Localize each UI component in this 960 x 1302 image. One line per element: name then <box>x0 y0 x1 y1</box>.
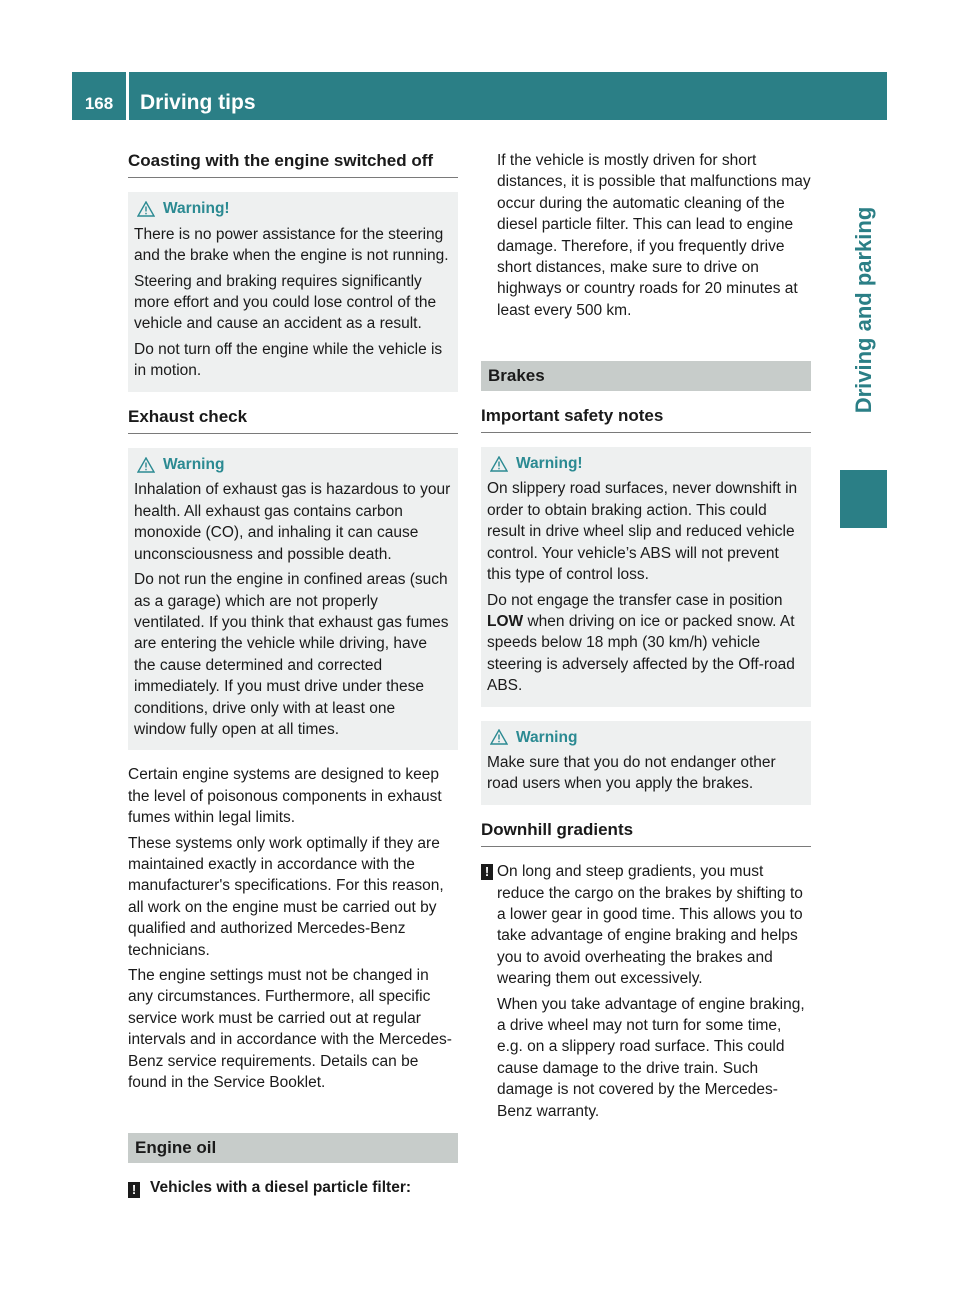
warning-text: Inhalation of exhaust gas is hazardous to your health. All exhaust gas contains carbon monoxide (CO), and inhaling it can cause unconsciousness and possible death. <box>134 481 451 563</box>
right-column <box>481 150 811 1126</box>
coasting-heading: Coasting with the engine switched off <box>128 150 458 178</box>
warning-text: On slippery road surfaces, never downshift in order to obtain braking action. This could result in drive wheel slip and reduced vehicle control. Your vehicle’s ABS will not prevent this type of control loss. <box>487 480 798 584</box>
warning-text: Do not engage the transfer case in position LOW when driving on ice or packed snow. At speeds below 18 mph (30 km/h) vehicle steering is adversely affected by the Off-road ABS. <box>487 591 795 695</box>
body-paragraph: Certain engine systems are designed to keep the level of poisonous components in exhaust fumes within legal limits. <box>128 766 442 827</box>
diesel-filter-note <box>128 1177 458 1198</box>
coasting-warning-box <box>128 192 458 391</box>
note-text: When you take advantage of engine braking, a drive wheel may not turn for some time, e.g. on a slippery road surface. This could cause damage to the drive train. Such damage is not covered by the Mercedes-Benz warranty. <box>497 995 805 1120</box>
diesel-filter-note-text: Vehicles with a diesel particle filter: <box>150 1178 412 1196</box>
exclamation-note-icon: ! <box>481 864 493 880</box>
apply-brakes-warning-box <box>481 721 811 805</box>
side-chapter-text: Driving and parking <box>850 206 876 414</box>
warning-triangle-icon <box>137 457 155 473</box>
warning-title: Warning <box>516 728 578 746</box>
note-text: On long and steep gradients, you must reduce the cargo on the brakes by shifting to a lower gear in good time. This allows you to take advantage of engine braking and helps you to avoid overheating the brakes and wearing them out excessively. <box>497 863 803 988</box>
warning-triangle-icon <box>490 729 508 745</box>
brakes-heading: Brakes <box>481 361 811 390</box>
warning-text: Do not run the engine in confined areas (such as a garage) which are not properly ventilated. If you think that exhaust gas fumes are entering the vehicle while driving, have the cause determined and corrected immediately. If you must drive under these conditions, drive only with at least one window fully open at all times. <box>134 571 449 738</box>
transfer-case-low: LOW <box>487 612 524 630</box>
engine-oil-heading: Engine oil <box>128 1133 458 1162</box>
page-header <box>72 72 887 120</box>
body-paragraph: These systems only work optimally if they are maintained exactly in accordance with the manufacturer's specifications. For this reason, all work on the engine must be carried out by qualified and authorized Mercedes-Benz technicians. <box>128 834 444 959</box>
brake-warning-box <box>481 447 811 706</box>
warning-triangle-icon <box>137 201 155 217</box>
warning-title: Warning <box>163 456 225 474</box>
downhill-heading: Downhill gradients <box>481 819 811 847</box>
chapter-title: Driving tips <box>140 91 256 114</box>
warning-text: Make sure that you do not endanger other road users when you apply the brakes. <box>487 753 776 793</box>
header-divider <box>126 72 129 120</box>
left-column <box>128 150 458 1198</box>
warning-title: Warning! <box>163 200 230 218</box>
warning-title: Warning! <box>516 455 583 473</box>
warning-text: Do not turn off the engine while the vehicle is in motion. <box>134 340 443 380</box>
exclamation-note-icon: ! <box>128 1182 140 1198</box>
safety-notes-heading: Important safety notes <box>481 405 811 433</box>
warning-text: There is no power assistance for the steering and the brake when the engine is not running. <box>134 225 449 265</box>
warning-triangle-icon <box>490 456 508 472</box>
body-paragraph: The engine settings must not be changed in any circumstances. Furthermore, all specific service work must be carried out at regular intervals and in accordance with the Mercedes-Benz service requirements. Details can be found in the Service Booklet. <box>128 967 452 1092</box>
downhill-note <box>481 861 811 1122</box>
warning-text: Steering and braking requires significantly more effort and you could lose control of the vehicle and cause an accident as a result. <box>134 272 437 333</box>
side-chapter-label <box>840 120 887 500</box>
diesel-filter-intro: If the vehicle is mostly driven for short distances, it is possible that malfunctions may occur during the automatic cleaning of the diesel particle filter. This can lead to engine damage. Therefore, if you frequently drive short distances, make sure to drive on highways or country roads for 20 minutes at least every 500 km. <box>497 152 811 319</box>
exhaust-warning-box <box>128 448 458 750</box>
page-number: 168 <box>84 94 114 113</box>
exhaust-heading: Exhaust check <box>128 406 458 434</box>
side-thumb-tab <box>840 470 887 528</box>
